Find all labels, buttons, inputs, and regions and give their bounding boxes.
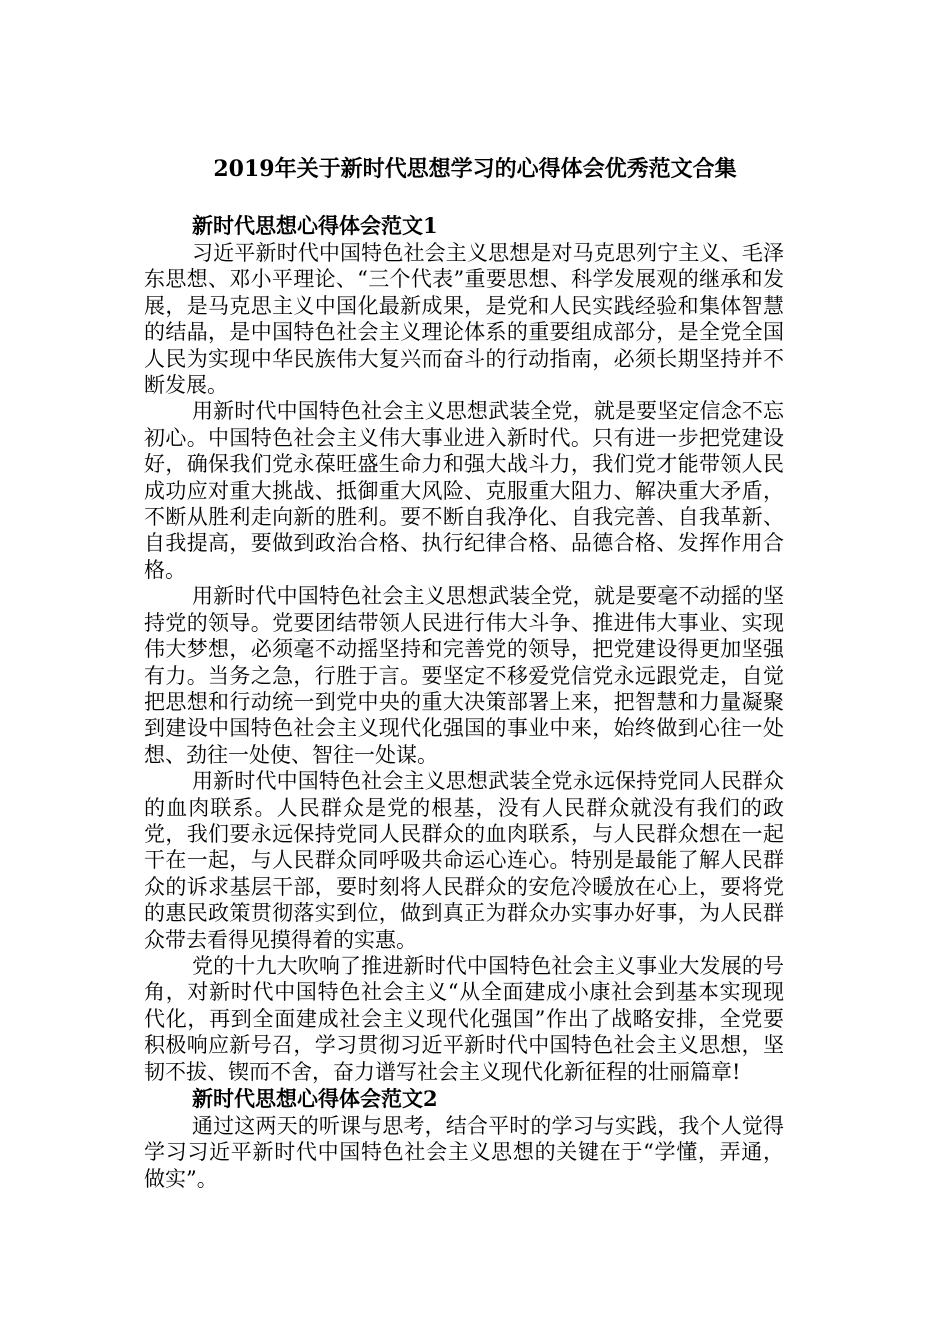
paragraph: 通过这两天的听课与思考，结合平时的学习与实践，我个人觉得学习习近平新时代中国特色社会主义思想的关键在于“学懂，弄通，做实”。	[144, 1114, 784, 1191]
paragraph: 用新时代中国特色社会主义思想武装全党，就是要毫不动摇的坚持党的领导。党要团结带领人民进行伟大斗争、推进伟大事业、实现伟大梦想，必须毫不动摇坚持和完善党的领导，把党建设得更加坚强有力。当务之急，行胜于言。要坚定不移爱党信党永远跟党走，自觉把思想和行动统一到党中央的重大决策部署上来，把智慧和力量凝聚到建设中国特色社会主义现代化强国的事业中来，始终做到心往一处想、劲往一处使、智往一处谋。	[144, 584, 784, 767]
section-heading: 新时代思想心得体会范文2	[192, 1086, 438, 1111]
paragraph: 用新时代中国特色社会主义思想武装全党，就是要坚定信念不忘初心。中国特色社会主义伟大事业进入新时代。只有进一步把党建设好，确保我们党永葆旺盛生命力和强大战斗力，我们党才能带领人民成功应对重大挑战、抵御重大风险、克服重大阻力、解决重大矛盾，不断从胜利走向新的胜利。要不断自我净化、自我完善、自我革新、自我提高，要做到政治合格、执行纪律合格、品德合格、发挥作用合格。	[144, 399, 784, 582]
paragraph: 习近平新时代中国特色社会主义思想是对马克思列宁主义、毛泽东思想、邓小平理论、“三个代表”重要思想、科学发展观的继承和发展，是马克思主义中国化最新成果，是党和人民实践经验和集体智慧的结晶，是中国特色社会主义理论体系的重要组成部分，是全党全国人民为实现中华民族伟大复兴而奋斗的行动指南，必须长期坚持并不断发展。	[144, 241, 784, 398]
paragraph: 党的十九大吹响了推进新时代中国特色社会主义事业大发展的号角，对新时代中国特色社会主义“从全面建成小康社会到基本实现现代化，再到全面建成社会主义现代化强国”作出了战略安排，全党要积极响应新号召，学习贯彻习近平新时代中国特色社会主义思想，坚韧不拔、锲而不舍，奋力谱写社会主义现代化新征程的壮丽篇章!	[144, 953, 784, 1084]
document-title: 2019年关于新时代思想学习的心得体会优秀范文合集	[213, 156, 737, 182]
essay-section-1	[144, 212, 784, 1085]
essay-section-2	[144, 1085, 784, 1192]
paragraph: 用新时代中国特色社会主义思想武装全党永远保持党同人民群众的血肉联系。人民群众是党的根基，没有人民群众就没有我们的政党，我们要永远保持党同人民群众的血肉联系，与人民群众想在一起干在一起，与人民群众同呼吸共命运心连心。特别是最能了解人民群众的诉求基层干部，要时刻将人民群众的安危冷暖放在心上，要将党的惠民政策贯彻落实到位，做到真正为群众办实事办好事，为人民群众带去看得见摸得着的实惠。	[144, 769, 784, 952]
document-body	[144, 212, 784, 1192]
section-heading: 新时代思想心得体会范文1	[192, 213, 438, 238]
